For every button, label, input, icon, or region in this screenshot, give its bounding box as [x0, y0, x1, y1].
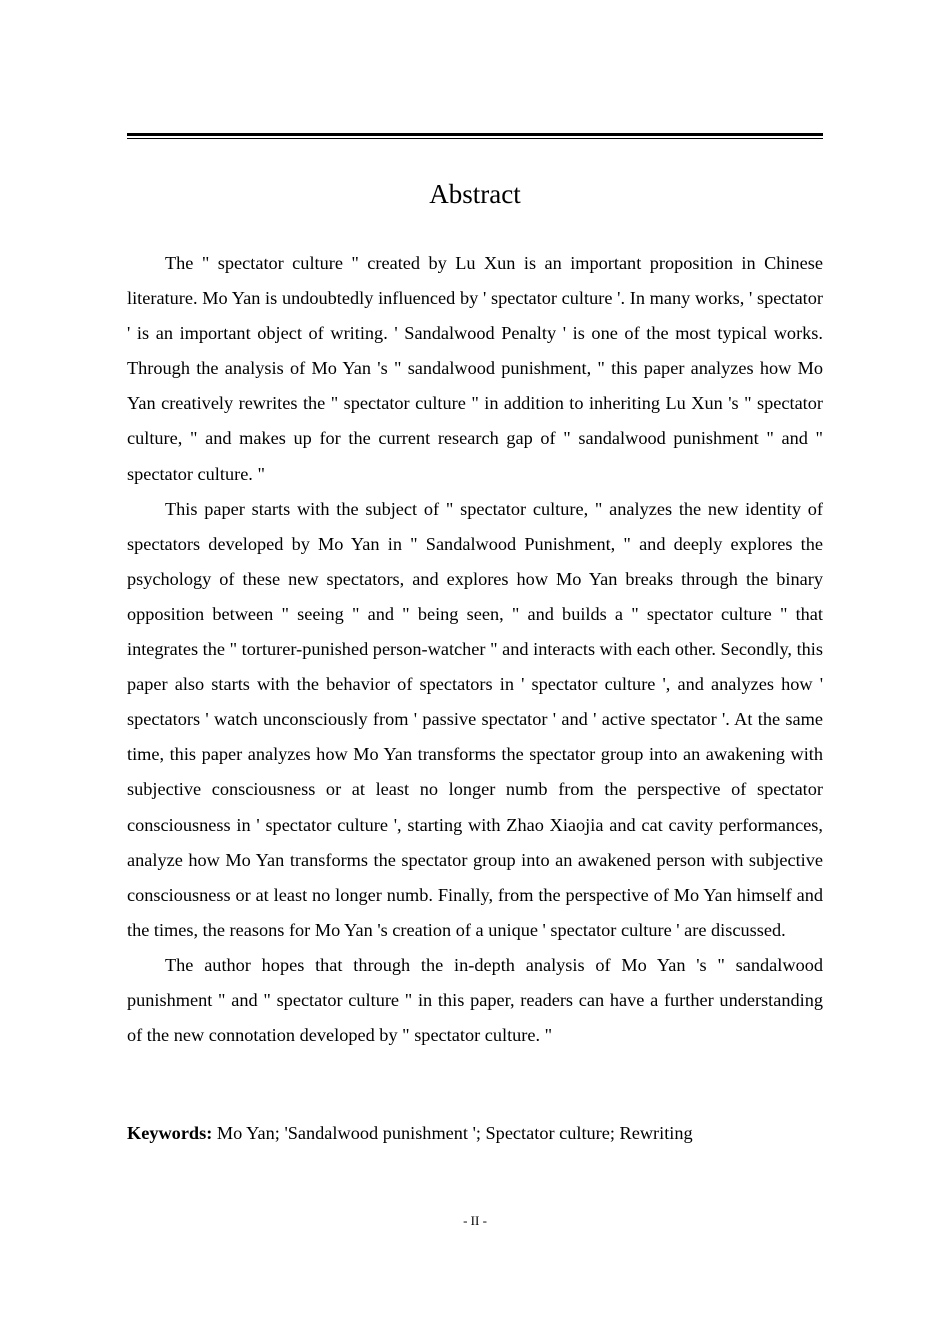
page-number: - II -: [463, 1213, 487, 1228]
abstract-body: [127, 246, 823, 1053]
abstract-title: Abstract: [429, 179, 521, 209]
keywords-value: Mo Yan; 'Sandalwood punishment '; Spectator culture; Rewriting: [212, 1123, 693, 1143]
abstract-paragraph-2: This paper starts with the subject of " spectator culture, " analyzes the new identity of spectators developed by Mo Yan in " Sandalwood Punishment, " and deeply explores the psychology of these new spectators, and explores how Mo Yan breaks through the binary opposition between " seeing " and " being seen, " and builds a " spectator culture " that integrates the " torturer-punished person-watcher " and interacts with each other. Secondly, this paper also starts with the behavior of spectators in ' spectator culture ', and analyzes how ' spectators ' watch unconsciously from ' passive spectator ' and ' active spectator '. At the same time, this paper analyzes how Mo Yan transforms the spectator group into an awakening with subjective consciousness or at least no longer numb from the perspective of spectator consciousness in ' spectator culture ', starting with Zhao Xiaojia and cat cavity performances, analyze how Mo Yan transforms the spectator group into an awakened person with subjective consciousness or at least no longer numb. Finally, from the perspective of Mo Yan himself and the times, the reasons for Mo Yan 's creation of a unique ' spectator culture ' are discussed.: [127, 498, 823, 940]
abstract-paragraph-3: The author hopes that through the in-depth analysis of Mo Yan 's " sandalwood punishment " and " spectator culture " in this paper, readers can have a further understanding of the new connotation developed by " spectator culture. ": [127, 954, 823, 1046]
abstract-paragraph-1: The " spectator culture " created by Lu Xun is an important proposition in Chinese literature. Mo Yan is undoubtedly influenced by ' spectator culture '. In many works, ' spectator ' is an important object of writing. ' Sandalwood Penalty ' is one of the most typical works. Through the analysis of Mo Yan 's " sandalwood punishment, " this paper analyzes how Mo Yan creatively rewrites the " spectator culture " in addition to inheriting Lu Xun 's " spectator culture, " and makes up for the current research gap of " sandalwood punishment " and " spectator culture. ": [127, 253, 823, 484]
header-rule-thick: [127, 133, 823, 136]
header-double-rule: [127, 133, 823, 140]
keywords-line: [127, 1119, 823, 1147]
header-rule-thin: [127, 138, 823, 139]
keywords-label: Keywords:: [127, 1123, 213, 1143]
